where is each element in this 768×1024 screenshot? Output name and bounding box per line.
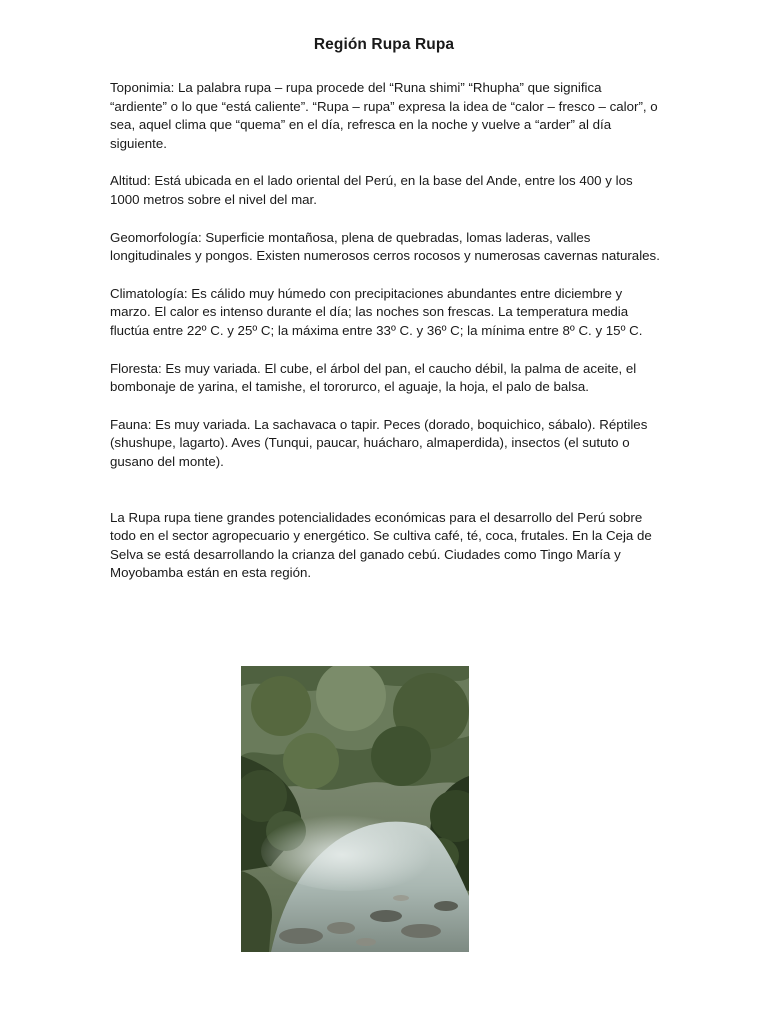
page-title: Región Rupa Rupa <box>313 36 455 53</box>
paragraph-fauna: Fauna: Es muy variada. La sachavaca o tapir. Peces (dorado, boquichico, sábalo). Réptiles (shushupe, lagarto). Aves (Tunqui, paucar, huácharo, almaperdida), insectos (el sututo o gusano del monte). <box>110 416 648 469</box>
paragraph-climatologia: Climatología: Es cálido muy húmedo con precipitaciones abundantes entre diciembre y marzo. El calor es intenso durante el día; las noches son frescas. La temperatura media fluctúa entre 22º C. y 25º C; la máxima entre 33º C. y 36º C; la mínima entre 8º C. y 15º C. <box>110 285 643 338</box>
jungle-river-photo <box>241 666 469 952</box>
paragraph-geomorfologia: Geomorfología: Superficie montañosa, plena de quebradas, lomas laderas, valles longitudinales y pongos. Existen numerosos cerros rocosos y numerosas cavernas naturales. <box>110 229 660 264</box>
document-body <box>110 79 662 602</box>
paragraph-toponimia: Toponimia: La palabra rupa – rupa procede del “Runa shimi” “Rhupha” que significa “ardiente” o lo que “está caliente”. “Rupa – rupa” expresa la idea de “calor – fresco – calor”, o sea, aquel clima que “quema” en el día, refresca en la noche y vuelve a “arder” al día siguiente. <box>110 80 658 151</box>
paragraph-altitud: Altitud: Está ubicada en el lado oriental del Perú, en la base del Ande, entre los 400 y los 1000 metros sobre el nivel del mar. <box>110 173 633 207</box>
paragraph-floresta: Floresta: Es muy variada. El cube, el árbol del pan, el caucho débil, la palma de aceite, el bombonaje de yarina, el tamishe, el tororurco, el aguaje, la hoja, el palo de balsa. <box>110 360 637 395</box>
paragraph-potencialidades: La Rupa rupa tiene grandes potencialidades económicas para el desarrollo del Perú sobre todo en el sector agropecuario y energético. Se cultiva café, té, coca, frutales. En la Ceja de Selva se está desarrollando la crianza del ganado cebú. Ciudades como Tingo María y Moyobamba están en esta región. <box>110 509 652 581</box>
